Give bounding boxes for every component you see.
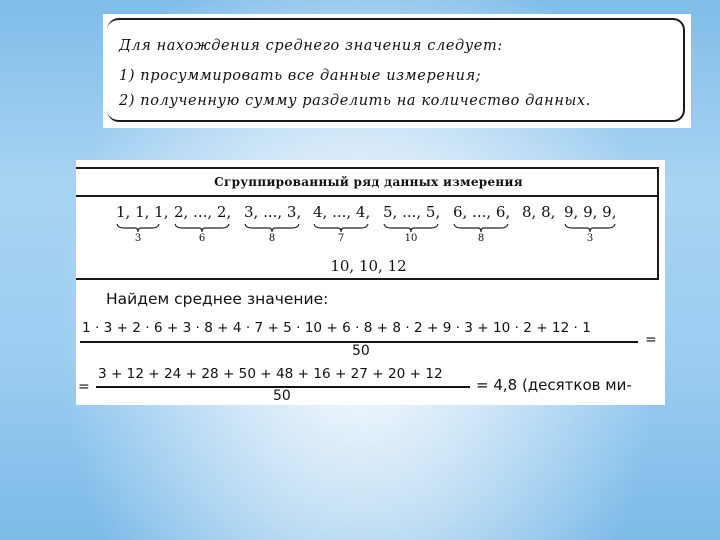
numerator-2: 3 + 12 + 24 + 28 + 50 + 48 + 16 + 27 + 20 + 12 — [98, 366, 443, 382]
brace-icon — [564, 223, 616, 233]
brace-icon — [453, 223, 509, 233]
denominator-2: 50 — [273, 388, 291, 404]
mean-heading: Найдем среднее значение: — [106, 290, 329, 308]
group-count: 10 — [404, 233, 418, 244]
rules-title: Для нахождения среднего значения следует: — [119, 38, 503, 54]
rules-step-1: 1) просуммировать все данные измерения; — [119, 68, 482, 84]
equals-sign: = — [78, 379, 90, 395]
table-top-line — [76, 167, 659, 169]
group-values: 6, ..., 6, — [453, 203, 511, 221]
numerator-1: 1 · 3 + 2 · 6 + 3 · 8 + 4 · 7 + 5 · 10 + 6 · 8 + 8 · 2 + 9 · 3 + 10 · 2 + 12 · 1 — [82, 320, 591, 336]
denominator-1: 50 — [352, 343, 370, 359]
group-count: 3 — [586, 233, 594, 244]
table-header-line — [76, 195, 659, 197]
brace-icon — [313, 223, 369, 233]
group-count: 6 — [198, 233, 206, 244]
group-values: 9, 9, 9, — [564, 203, 617, 221]
group-count: 8 — [268, 233, 276, 244]
equals-sign: = — [645, 332, 657, 348]
group-count: 7 — [337, 233, 345, 244]
rules-box — [103, 14, 691, 128]
brace-icon — [116, 223, 160, 233]
brace-icon — [174, 223, 230, 233]
group-values: 1, 1, 1, — [116, 203, 169, 221]
rules-step-2: 2) полученную сумму разделить на количество данных. — [119, 93, 591, 109]
result-text: = 4,8 (десятков ми- — [476, 376, 632, 394]
group-values: 4, ..., 4, — [313, 203, 371, 221]
group-values: 8, 8, — [522, 203, 556, 221]
group-values: 2, ..., 2, — [174, 203, 232, 221]
table-bottom-line — [76, 278, 659, 280]
data-box — [76, 160, 665, 405]
group-count: 8 — [477, 233, 485, 244]
group-values: 3, ..., 3, — [244, 203, 302, 221]
tail-values: 10, 10, 12 — [330, 257, 407, 275]
table-title: Сгруппированный ряд данных измерения — [214, 175, 523, 189]
brace-icon — [383, 223, 439, 233]
group-count: 3 — [134, 233, 142, 244]
brace-icon — [244, 223, 300, 233]
group-values: 5, ..., 5, — [383, 203, 441, 221]
